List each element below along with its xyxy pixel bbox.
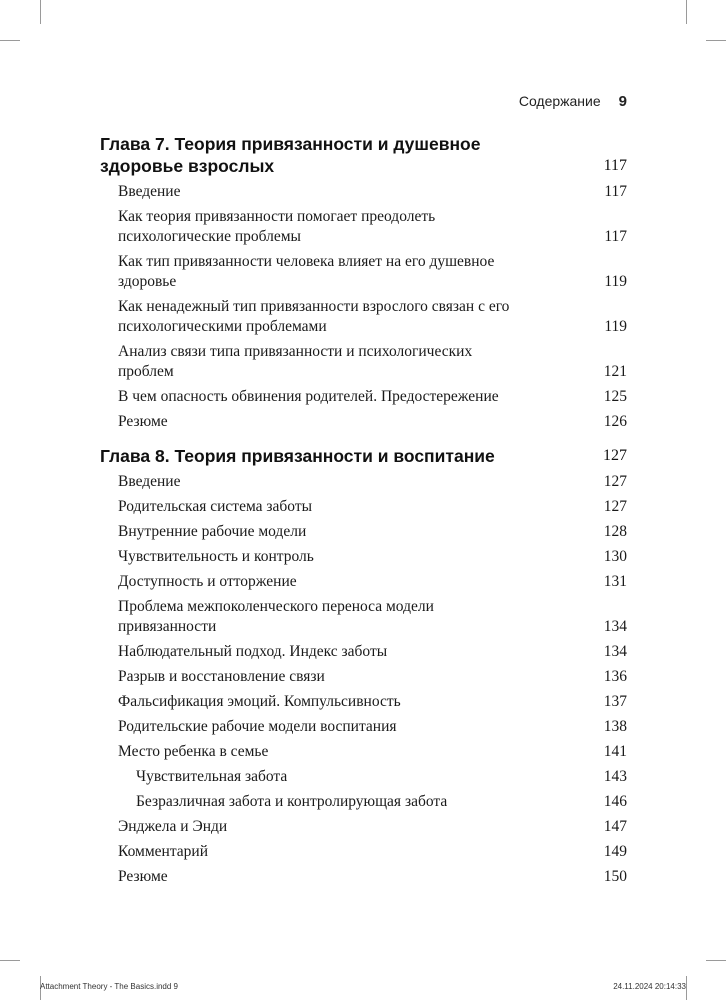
- entry-title: Резюме: [118, 868, 168, 885]
- toc-entry[interactable]: [118, 182, 627, 202]
- entry-title: Чувствительность и контроль: [118, 548, 314, 565]
- toc-entry[interactable]: [118, 207, 627, 247]
- entry-title: Введение: [118, 473, 181, 490]
- chapter-title: Глава 7. Теория привязанности и душевное здоровье взрослых: [100, 134, 481, 176]
- toc-entry[interactable]: [118, 472, 627, 492]
- chapter-page: 117: [603, 157, 627, 174]
- crop-mark: [686, 976, 687, 1000]
- toc-entry[interactable]: [118, 667, 627, 687]
- entry-title: Комментарий: [118, 843, 208, 860]
- entry-title: Проблема межпоколенческого переноса модели привязанности: [118, 598, 434, 635]
- entry-page: 146: [603, 793, 627, 810]
- slug-filename: Attachment Theory - The Basics.indd 9: [40, 982, 178, 991]
- entry-page: 141: [603, 743, 627, 760]
- toc-entry[interactable]: [118, 342, 627, 382]
- chapter-heading[interactable]: [100, 133, 627, 177]
- crop-mark: [686, 0, 687, 24]
- toc-subentry[interactable]: [118, 767, 627, 787]
- entry-title: Безразличная забота и контролирующая забота: [136, 793, 448, 810]
- entry-title: Как ненадежный тип привязанности взрослого связан с его психологическими проблемами: [118, 298, 510, 335]
- entry-page: 138: [603, 718, 627, 735]
- toc-entry[interactable]: [118, 642, 627, 662]
- toc-entry[interactable]: [118, 692, 627, 712]
- toc-entry[interactable]: [118, 597, 627, 637]
- entry-page: 149: [603, 843, 627, 860]
- entry-page: 126: [603, 413, 627, 430]
- entry-page: 121: [603, 363, 627, 380]
- entry-page: 119: [604, 318, 627, 335]
- entry-title: Введение: [118, 183, 181, 200]
- toc-entry[interactable]: [118, 387, 627, 407]
- entry-page: 117: [604, 183, 627, 200]
- chapter-heading[interactable]: [100, 445, 627, 467]
- toc-entry[interactable]: [118, 547, 627, 567]
- chapter-entries: [118, 472, 627, 887]
- toc-entry[interactable]: [118, 572, 627, 592]
- entry-page: 119: [604, 273, 627, 290]
- entry-page: 117: [604, 228, 627, 245]
- running-head-label: Содержание: [518, 93, 601, 109]
- chapter-page: 127: [603, 447, 627, 464]
- entry-title: Доступность и отторжение: [118, 573, 297, 590]
- entry-title: Родительские рабочие модели воспитания: [118, 718, 397, 735]
- entry-title: Фальсификация эмоций. Компульсивность: [118, 693, 401, 710]
- chapter-title: Глава 8. Теория привязанности и воспитание: [100, 446, 495, 466]
- entry-title: Анализ связи типа привязанности и психологических проблем: [118, 343, 473, 380]
- entry-title: Разрыв и восстановление связи: [118, 668, 325, 685]
- entry-title: Резюме: [118, 413, 168, 430]
- toc-entry[interactable]: [118, 842, 627, 862]
- entry-page: 136: [603, 668, 627, 685]
- slug-timestamp: 24.11.2024 20:14:33: [613, 982, 686, 991]
- toc-entry[interactable]: [118, 297, 627, 337]
- entry-page: 127: [603, 473, 627, 490]
- toc-entry[interactable]: [118, 867, 627, 887]
- toc-entry[interactable]: [118, 252, 627, 292]
- chapter-entries: [118, 182, 627, 432]
- entry-page: 134: [603, 618, 627, 635]
- entry-title: Наблюдательный подход. Индекс заботы: [118, 643, 388, 660]
- table-of-contents: [100, 133, 627, 887]
- entry-page: 131: [603, 573, 627, 590]
- crop-mark: [0, 960, 20, 961]
- toc-subentry[interactable]: [118, 792, 627, 812]
- crop-mark: [40, 0, 41, 24]
- crop-mark: [0, 40, 20, 41]
- crop-mark: [706, 960, 726, 961]
- toc-entry[interactable]: [118, 522, 627, 542]
- toc-entry[interactable]: [118, 742, 627, 762]
- toc-entry[interactable]: [118, 412, 627, 432]
- entry-page: 128: [603, 523, 627, 540]
- entry-title: Чувствительная забота: [136, 768, 288, 785]
- entry-title: Как теория привязанности помогает преодолеть психологические проблемы: [118, 208, 436, 245]
- entry-title: В чем опасность обвинения родителей. Предостережение: [118, 388, 499, 405]
- entry-title: Внутренние рабочие модели: [118, 523, 307, 540]
- entry-page: 150: [603, 868, 627, 885]
- entry-title: Родительская система заботы: [118, 498, 313, 515]
- entry-title: Как тип привязанности человека влияет на его душевное здоровье: [118, 253, 495, 290]
- print-slug: [40, 982, 686, 991]
- toc-entry[interactable]: [118, 497, 627, 517]
- toc-entry[interactable]: [118, 717, 627, 737]
- running-head: [40, 93, 627, 110]
- entry-title: Место ребенка в семье: [118, 743, 269, 760]
- entry-page: 125: [603, 388, 627, 405]
- entry-page: 143: [603, 768, 627, 785]
- entry-page: 130: [603, 548, 627, 565]
- entry-page: 147: [603, 818, 627, 835]
- page-number: 9: [618, 93, 627, 110]
- entry-page: 127: [603, 498, 627, 515]
- entry-page: 134: [603, 643, 627, 660]
- entry-page: 137: [603, 693, 627, 710]
- entry-title: Энджела и Энди: [118, 818, 228, 835]
- toc-entry[interactable]: [118, 817, 627, 837]
- crop-mark: [706, 40, 726, 41]
